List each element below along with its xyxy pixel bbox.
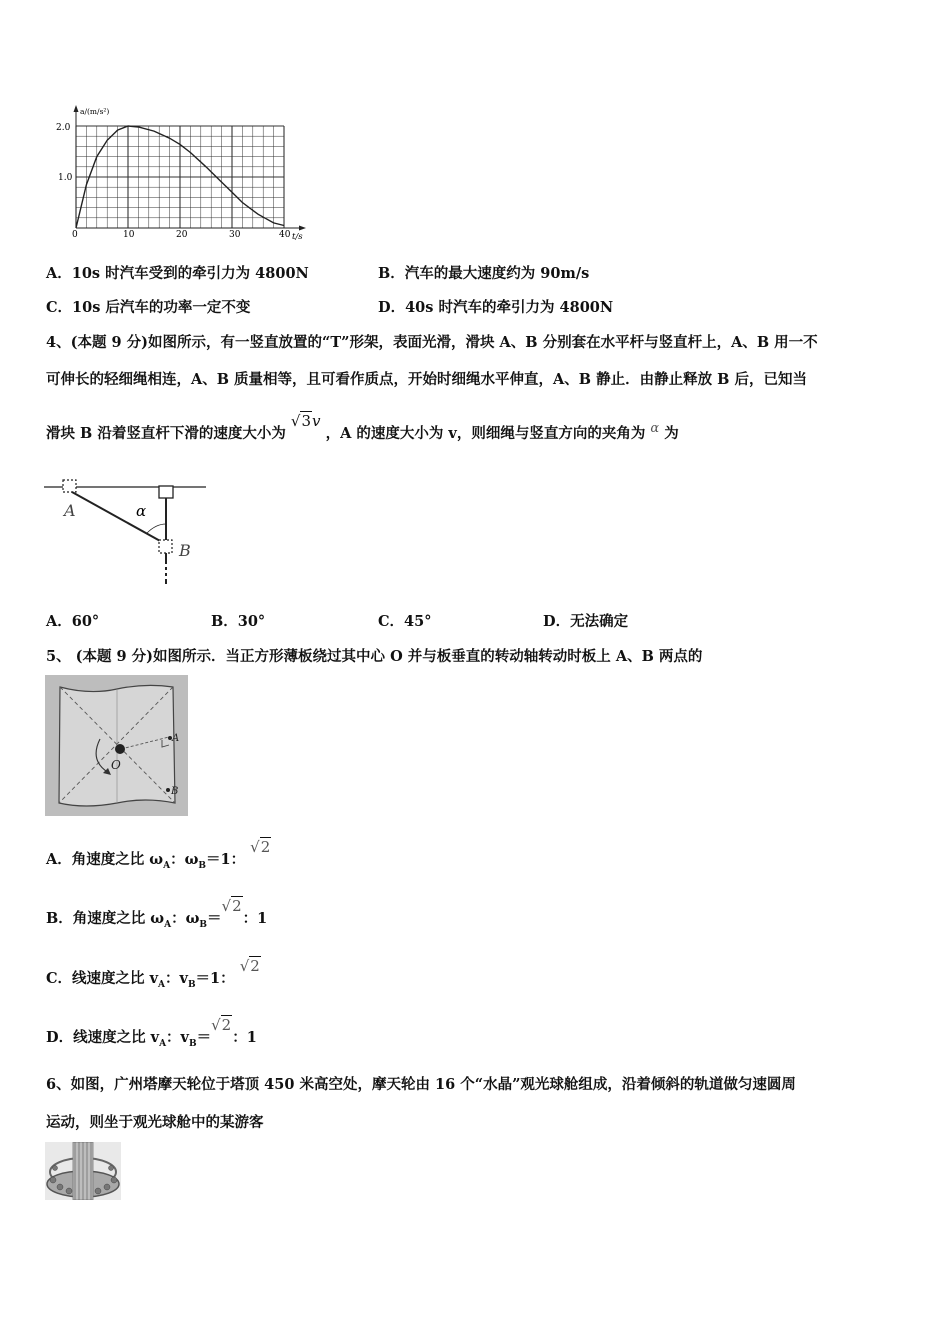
- label-a: A: [64, 501, 76, 520]
- subscript: A: [164, 919, 172, 930]
- sqrt2-expression: √2: [211, 1016, 232, 1034]
- subscript: B: [187, 979, 196, 990]
- y-axis-label: a/(m/s²): [80, 107, 110, 116]
- radicand: 2: [260, 838, 271, 856]
- x-tick-label: 30: [229, 230, 241, 240]
- q5-option-b: [46, 897, 268, 930]
- subscript: B: [199, 919, 208, 930]
- acceleration-time-graph: [44, 104, 314, 244]
- rope: [72, 492, 162, 542]
- q3-option-d: D．40s 时汽车的牵引力为 4800N: [378, 299, 614, 316]
- q5-option-c: [46, 957, 261, 990]
- x-axis-label: t/s: [292, 232, 303, 242]
- q5-option-d: [46, 1016, 257, 1049]
- sqrt2-expression: √2: [221, 897, 242, 915]
- q5-stem: 5、 (本题 9 分)如图所示．当正方形薄板绕过其中心 O 并与板垂直的转动轴转动时板上 A、B 两点的: [46, 648, 703, 665]
- q6-stem-line2: 运动，则坐于观光球舱中的某游客: [46, 1114, 264, 1131]
- variable-v: v: [312, 412, 321, 430]
- x-axis-arrow: [299, 226, 306, 231]
- slider-b-initial: [159, 486, 173, 498]
- option-text: ：1: [242, 910, 268, 927]
- radicand: 2: [232, 897, 242, 915]
- sqrt3-v-expression: √3v: [290, 412, 321, 430]
- q3-option-a: A．10s 时汽车受到的牵引力为 4800N: [46, 265, 309, 282]
- option-text: B．角速度之比 ω: [46, 910, 165, 927]
- q4-line3-text: 滑块 B 沿着竖直杆下滑的速度大小为: [46, 425, 286, 442]
- q4-stem-line2: 可伸长的轻细绳相连，A、B 质量相等，且可看作质点，开始时细绳水平伸直，A、B 静止．由静止释放 B 后，已知当: [46, 371, 807, 388]
- option-text: A．角速度之比 ω: [46, 851, 164, 868]
- label-b: B: [171, 786, 179, 797]
- q4-option-a: A．60°: [46, 613, 100, 630]
- x-tick-label: 20: [176, 230, 188, 240]
- q3-option-c: C．10s 后汽车的功率一定不变: [46, 299, 251, 316]
- option-text: ＝1：: [195, 970, 235, 987]
- t-frame-figure: [44, 476, 210, 584]
- option-text: ＝1：: [206, 851, 246, 868]
- square-plate-photo: [45, 675, 188, 816]
- canton-tower-photo: [45, 1142, 121, 1200]
- q4-line3-text: 为: [664, 425, 679, 442]
- subscript: A: [163, 860, 171, 871]
- option-text: C．线速度之比 v: [46, 970, 159, 987]
- label-b: B: [179, 541, 191, 560]
- subscript: B: [188, 1038, 197, 1049]
- y-tick-label: 2.0: [56, 123, 71, 133]
- option-text: ：ω: [170, 851, 199, 868]
- slider-a: [63, 480, 76, 492]
- q4-stem-line3: [46, 412, 679, 443]
- q5-option-a: [46, 838, 271, 871]
- q4-stem-line1: 4、(本题 9 分)如图所示，有一竖直放置的“T”形架，表面光滑，滑块 A、B 分别套在水平杆与竖直杆上，A、B 用一不: [46, 334, 818, 351]
- subscript: A: [158, 979, 165, 990]
- q4-option-b: B．30°: [211, 613, 266, 630]
- radicand: 2: [221, 1016, 232, 1034]
- option-text: ：v: [165, 970, 188, 987]
- label-o: O: [111, 758, 121, 772]
- label-a: A: [172, 733, 180, 744]
- x-tick-label: 0: [72, 230, 78, 240]
- option-text: ＝: [196, 1029, 212, 1046]
- x-tick-label: 40: [279, 230, 291, 240]
- q4-option-c: C．45°: [378, 613, 432, 630]
- option-text: ：v: [166, 1029, 189, 1046]
- radicand: 3: [301, 412, 312, 430]
- x-tick-label: 10: [123, 230, 135, 240]
- angle-arc: [147, 524, 166, 533]
- q4-option-d: D．无法确定: [543, 613, 629, 630]
- option-text: ＝: [207, 910, 222, 927]
- label-alpha: α: [136, 502, 147, 520]
- q4-line3-text: ，A 的速度大小为 v，则细绳与竖直方向的夹角为: [325, 425, 646, 442]
- sqrt2-expression: √2: [239, 957, 260, 975]
- sqrt2-expression: √2: [250, 838, 271, 856]
- radicand: 2: [250, 957, 260, 975]
- alpha-symbol: α: [650, 421, 660, 436]
- q3-option-b: B．汽车的最大速度约为 90m/s: [378, 265, 590, 282]
- slider-b: [159, 540, 172, 553]
- option-text: ：ω: [171, 910, 200, 927]
- y-tick-label: 1.0: [58, 173, 73, 183]
- subscript: A: [159, 1038, 167, 1049]
- q6-stem-line1: 6、如图，广州塔摩天轮位于塔顶 450 米高空处，摩天轮由 16 个“水晶”观光球舱组成，沿着倾斜的轨道做匀速圆周: [46, 1076, 796, 1093]
- y-axis-arrow: [74, 105, 79, 112]
- option-text: ：1: [232, 1029, 257, 1046]
- option-text: D．线速度之比 v: [46, 1029, 160, 1046]
- center-o: [115, 744, 125, 754]
- subscript: B: [198, 860, 207, 871]
